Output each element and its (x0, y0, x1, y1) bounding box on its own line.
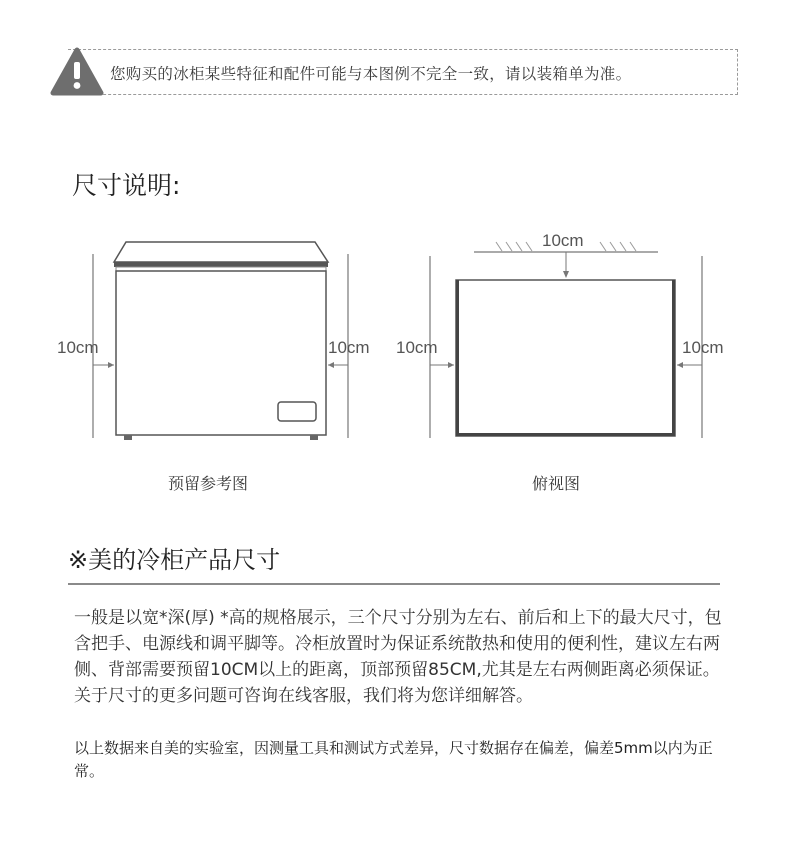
front-right-gap-label: 10cm (328, 338, 370, 357)
size-description: 一般是以宽*深(厚) *高的规格展示，三个尺寸分别为左右、前后和上下的最大尺寸，包含把手、电源线和调平脚等。冷柜放置时为保证系统散热和使用的便利性，建议左右两侧、背部需要预留10CM以上的距离，顶部预留85CM,尤其是左右两侧距离必须保证。关于尺寸的更多问题可咨询在线客服，我们将为您详细解答。 (74, 608, 722, 706)
top-left-gap-label: 10cm (396, 338, 438, 357)
top-view-diagram (430, 242, 702, 438)
section-heading: ※美的冷柜产品尺寸 (68, 546, 281, 574)
warning-icon (50, 47, 104, 97)
top-right-gap-label: 10cm (682, 338, 724, 357)
top-gap-label: 10cm (542, 231, 584, 250)
front-view-diagram (93, 242, 348, 440)
page-title: 尺寸说明: (72, 171, 181, 200)
dimension-diagrams (0, 220, 790, 460)
notice-text: 您购买的冰柜某些特征和配件可能与本图例不完全一致，请以装箱单为准。 (110, 65, 632, 83)
divider (68, 583, 720, 585)
front-left-gap-label: 10cm (57, 338, 99, 357)
top-view-caption: 俯视图 (532, 474, 581, 493)
front-view-caption: 预留参考图 (168, 474, 249, 493)
measurement-note: 以上数据来自美的实验室，因测量工具和测试方式差异，尺寸数据存在偏差，偏差5mm以内为正常。 (74, 739, 713, 780)
